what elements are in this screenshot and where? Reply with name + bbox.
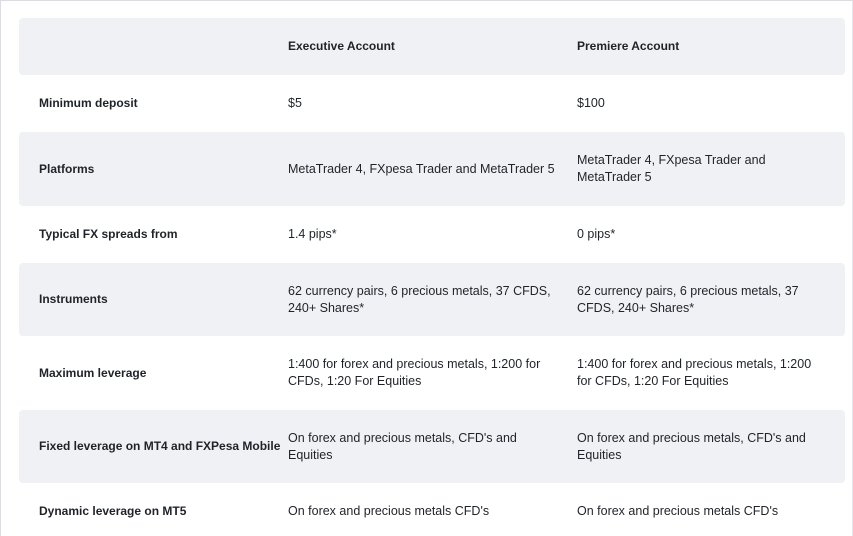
premiere-value: 1:400 for forex and precious metals, 1:200 for CFDs, 1:20 For Equities [577,357,812,388]
executive-value: 1:400 for forex and precious metals, 1:200 for CFDs, 1:20 For Equities [288,357,541,388]
table-header-row [19,18,845,75]
executive-value: On forex and precious metals CFD's [288,504,490,518]
premiere-value: MetaTrader 4, FXpesa Trader and MetaTrader 5 [577,153,766,184]
table-row-platforms [19,132,845,206]
row-label: Platforms [39,161,95,176]
row-label: Instruments [39,292,108,306]
premiere-value: On forex and precious metals, CFD's and Equities [577,430,806,462]
table-row-minimum-deposit [19,75,845,132]
executive-value: 62 currency pairs, 6 precious metals, 37 CFDS, 240+ Shares* [288,283,551,315]
table-row-typical-fx-spreads [19,206,845,263]
premiere-value: 0 pips* [577,227,616,241]
row-label: Fixed leverage on MT4 and FXPesa Mobile [39,439,281,453]
executive-value: 1.4 pips* [288,227,337,241]
row-label: Maximum leverage [39,365,147,380]
premiere-value: On forex and precious metals CFD's [577,504,779,518]
executive-value: $5 [288,96,302,110]
row-label: Typical FX spreads from [39,227,178,241]
premiere-value: 62 currency pairs, 6 precious metals, 37 CFDS, 240+ Shares* [577,283,799,315]
header-executive-account: Executive Account [288,39,395,53]
header-premiere-account: Premiere Account [577,39,680,53]
premiere-value: $100 [577,96,605,110]
table-row-fixed-leverage [19,410,845,483]
table-row-dynamic-leverage [19,483,845,536]
row-label: Minimum deposit [39,96,138,110]
table-row-instruments [19,263,845,336]
executive-value: MetaTrader 4, FXpesa Trader and MetaTrader 5 [288,161,555,176]
account-comparison-table [19,18,845,536]
row-label: Dynamic leverage on MT5 [39,504,187,518]
table-row-maximum-leverage [19,336,845,410]
executive-value: On forex and precious metals, CFD's and Equities [288,430,517,462]
